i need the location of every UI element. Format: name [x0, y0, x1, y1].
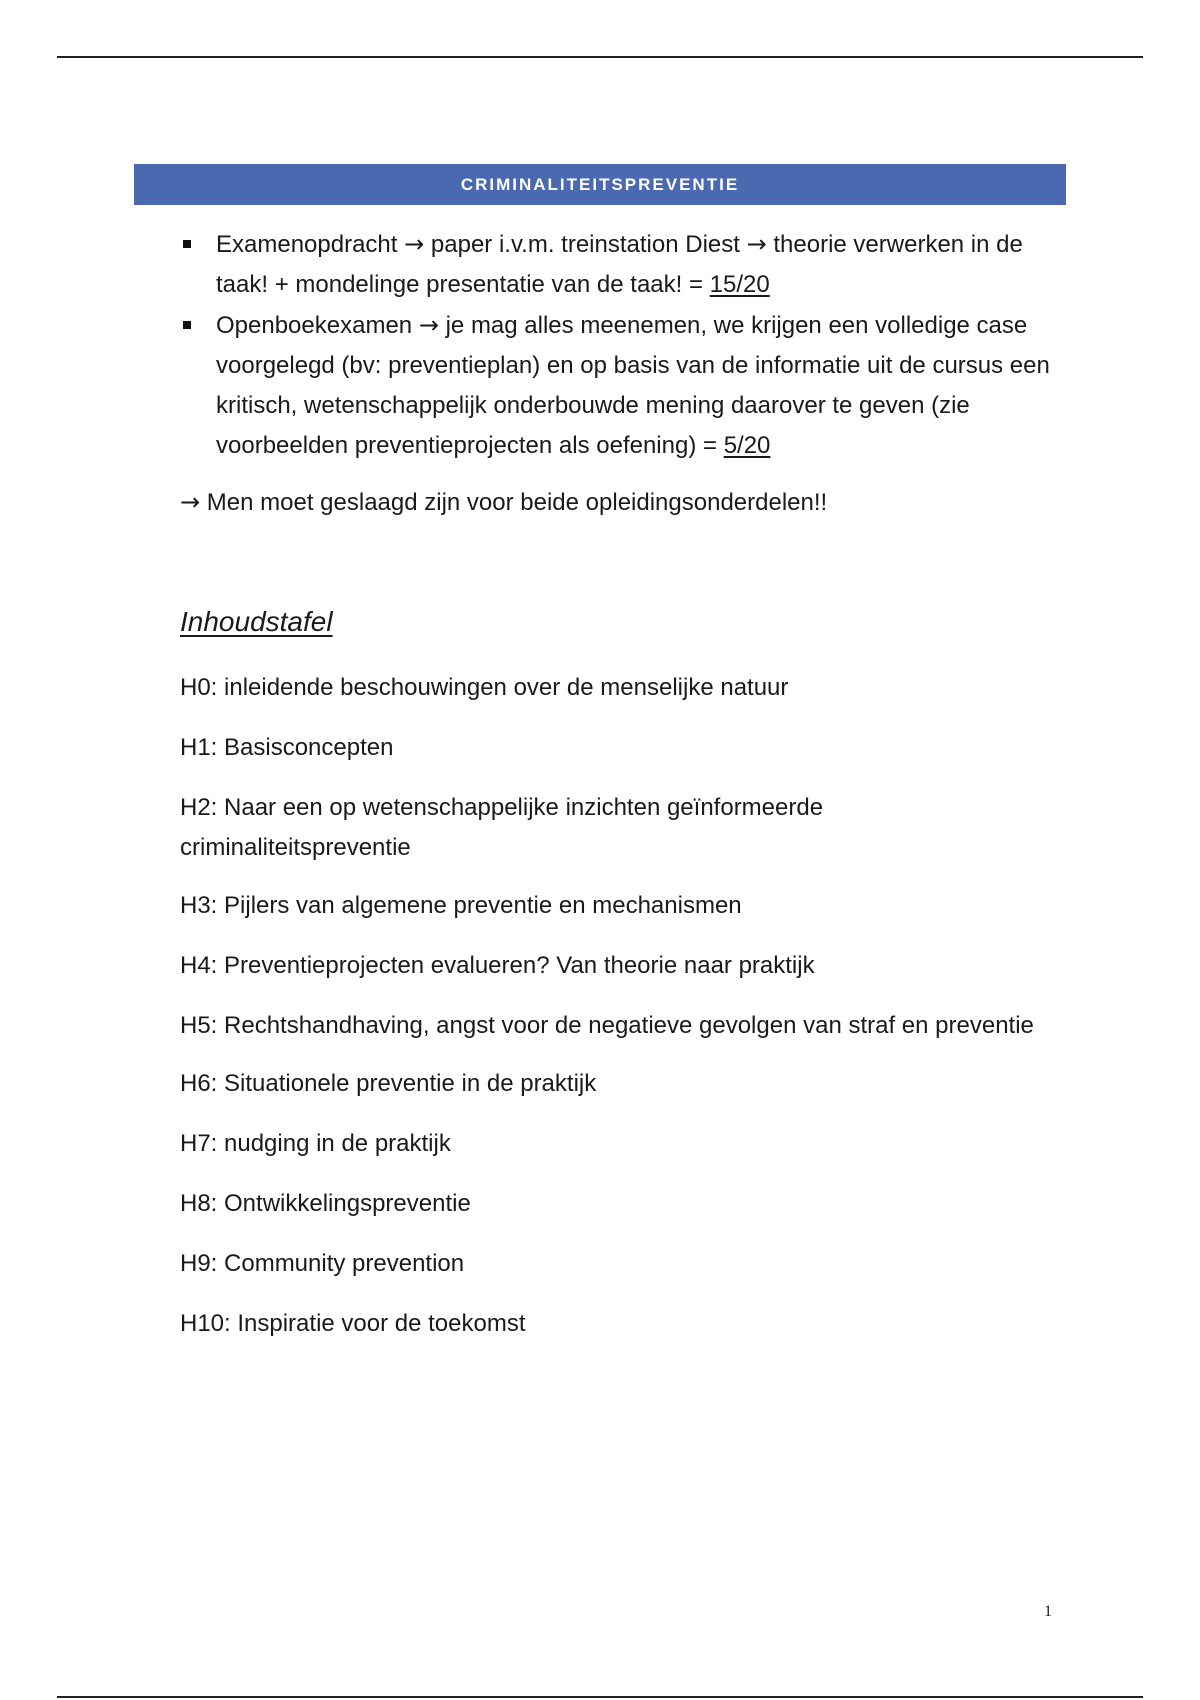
- toc-entry: H3: Pijlers van algemene preventie en mechanismen: [180, 892, 742, 919]
- exam-score: 5/20: [723, 432, 771, 459]
- exam-type-label: Examenopdracht: [216, 231, 398, 258]
- arrow-right-icon: →: [418, 311, 439, 339]
- exam-info-item: [182, 224, 1062, 305]
- exam-task-text: paper i.v.m. treinstation Diest: [430, 231, 740, 258]
- footer-rule: [57, 1696, 1143, 1698]
- toc-entry: H0: inleidende beschouwingen over de menselijke natuur: [180, 674, 789, 701]
- exam-info-item: [182, 305, 1062, 466]
- toc-entry: H7: nudging in de praktijk: [180, 1130, 451, 1157]
- arrow-right-icon: →: [180, 488, 201, 516]
- exam-info-list: [182, 224, 1062, 466]
- square-bullet-icon: [183, 240, 191, 248]
- exam-score: 15/20: [709, 271, 770, 298]
- pass-requirement-note: [180, 482, 827, 523]
- arrow-right-icon: →: [404, 230, 425, 258]
- toc-entry: H4: Preventieprojecten evalueren? Van theorie naar praktijk: [180, 952, 815, 979]
- toc-entry: H1: Basisconcepten: [180, 734, 394, 761]
- toc-entry: H10: Inspiratie voor de toekomst: [180, 1310, 526, 1337]
- exam-task-description: je mag alles meenemen, we krijgen een volledige case voorgelegd (bv: preventieplan) en op basis van de informatie uit de cursus een kritisch, wetenschappelijk onderbouwde mening daarover te geven (zie voorbeelden preventieprojecten als oefening) =: [216, 312, 1050, 459]
- exam-type-label: Openboekexamen: [216, 312, 413, 339]
- document-title-bar: [134, 164, 1066, 205]
- table-of-contents: [180, 668, 1040, 1364]
- header-rule: [57, 56, 1143, 58]
- toc-heading: Inhoudstafel: [180, 606, 333, 637]
- toc-entry: H9: Community prevention: [180, 1250, 465, 1277]
- toc-entry: H8: Ontwikkelingspreventie: [180, 1190, 471, 1217]
- document-title: CRIMINALITEITSPREVENTIE: [460, 174, 740, 194]
- exam-task-description: theorie verwerken in de taak! + mondelinge presentatie van de taak! =: [216, 231, 1023, 298]
- toc-entry: H5: Rechtshandhaving, angst voor de negatieve gevolgen van straf en preventie: [180, 1012, 1034, 1039]
- page-number: 1: [1044, 1603, 1052, 1620]
- arrow-right-icon: →: [746, 230, 767, 258]
- pass-requirement-text: Men moet geslaagd zijn voor beide opleidingsonderdelen!!: [206, 489, 828, 516]
- square-bullet-icon: [183, 321, 191, 329]
- toc-entry: H6: Situationele preventie in de praktijk: [180, 1070, 597, 1097]
- toc-entry: H2: Naar een op wetenschappelijke inzichten geïnformeerde criminaliteitspreventie: [180, 794, 824, 861]
